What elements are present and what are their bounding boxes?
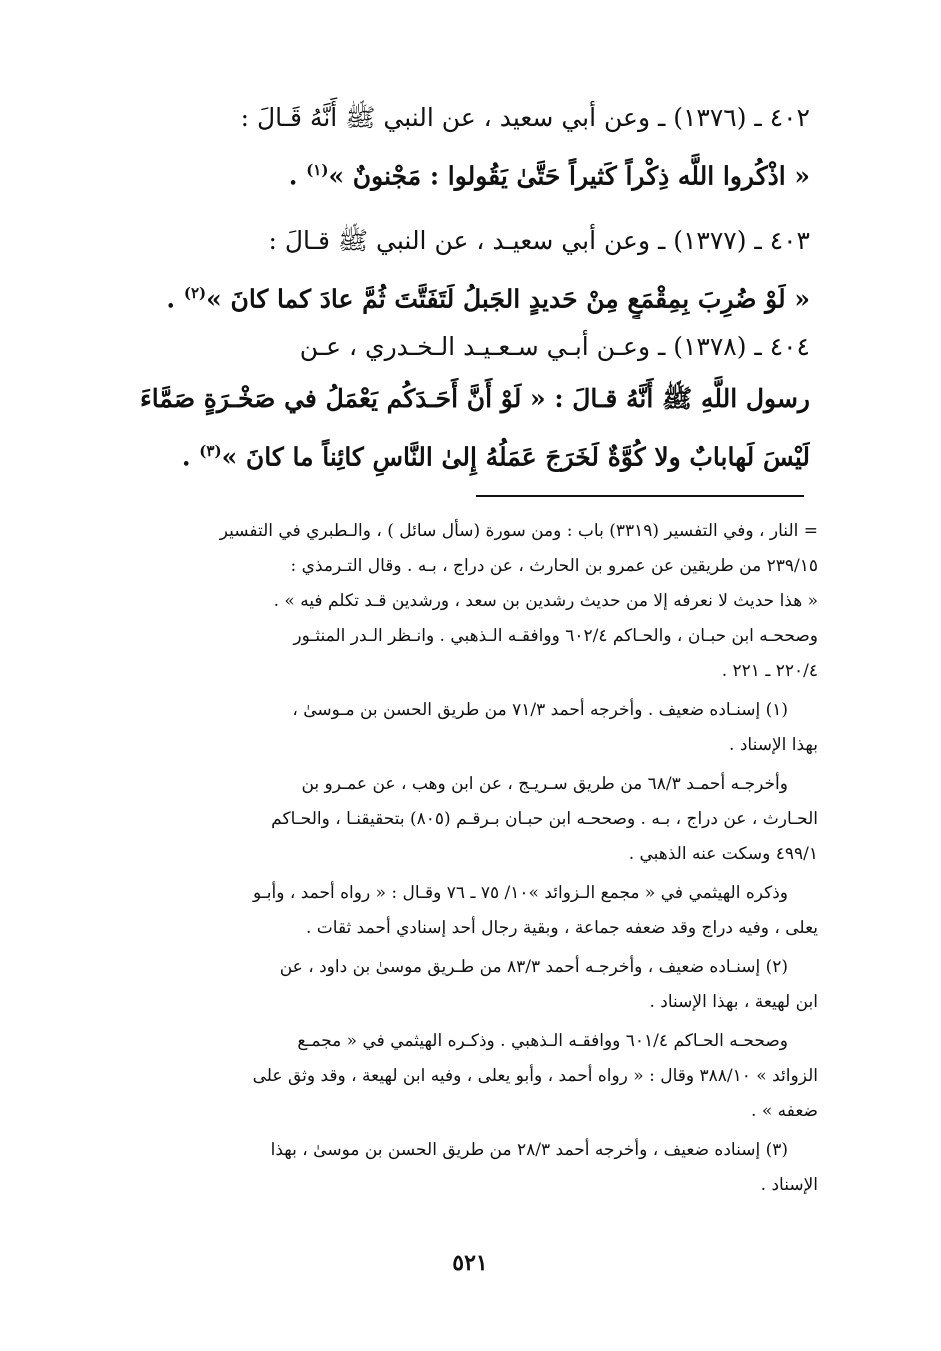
footnote-line: الزوائد » ٣٨٨/١٠ وقال : « رواه أحمد ، وأبو يعلى ، وفيه ابن لهيعة ، وقد وثق على xyxy=(252,1066,818,1086)
footnote-paragraph xyxy=(118,693,818,763)
footnote-line: ضعفه » . xyxy=(751,1101,818,1121)
hadith-text: « لَوْ ضُرِبَ بِمِقْمَعٍ مِنْ حَديدٍ الجَبلُ لَتَفَتَّتَ ثُمَّ عادَ كما كانَ » xyxy=(206,284,810,314)
footnote-line: = النار ، وفي التفسير (٣٣١٩) باب : ومن سورة (سأل سائل ) ، والـطبري في التفسير xyxy=(219,521,818,541)
footnote-line: وأخرجـه أحمـد ٦٨/٣ من طريق سـريـج ، عن ابن وهب ، عن عمـرو بن xyxy=(301,774,788,794)
footnote-paragraph xyxy=(118,1133,818,1203)
page-number: ٥٢١ xyxy=(452,1250,488,1276)
hadith-line: ٤٠٣ ـ (١٣٧٧) ـ وعن أبي سعيـد ، عن النبي ﷺ قـالَ : xyxy=(268,226,810,255)
hadith-text: لَيْسَ لَهابابٌ ولا كُوَّةٌ لَخَرَجَ عَمَلُهُ إِلىٰ النَّاسِ كائِناً ما كانَ » xyxy=(221,442,810,472)
hadith-text: « اذْكُروا اللَّه ذِكْراً كَثيراً حَتَّىٰ يَقُولوا : مَجْنونٌ » xyxy=(328,161,810,191)
footnote-line: بهذا الإسناد . xyxy=(729,735,818,755)
footnote-line: (١) إسنـاده ضعيف . وأخرجه أحمد ٧١/٣ من طريق الحسن بن مـوسىٰ ، xyxy=(292,700,788,720)
hadith-line xyxy=(120,425,810,477)
footnote-line: وصححـه الحـاكم ٦٠١/٤ ووافقـه الـذهبي . وذكـره الهيثمي في « مجمـع xyxy=(297,1031,788,1051)
footnote-paragraph xyxy=(118,1024,818,1129)
footnote-marker: (١) xyxy=(306,161,329,179)
hadith-402 xyxy=(120,92,810,196)
footnote-line: ٢٣٩/١٥ من طريقين عن عمرو بن الحارث ، عن دراج ، بـه . وقال التـرمذي : xyxy=(290,556,818,576)
footnote-line: يعلى ، وفيه دراج وقد ضعفه جماعة ، وبقية رجال أحد إسنادي أحمد ثقات . xyxy=(305,918,818,938)
footnote-line: ٢٢٠/٤ ـ ٢٢١ . xyxy=(721,661,818,681)
hadith-404 xyxy=(120,321,810,477)
footnote-paragraph xyxy=(118,514,818,689)
hadith-line: ٤٠٢ ـ (١٣٧٦) ـ وعن أبي سعيد ، عن النبي ﷺ أَنَّهُ قَـالَ : xyxy=(240,103,810,132)
footnote-line: وذكره الهيثمي في « مجمع الـزوائد »١٠/ ٧٥ ـ ٧٦ وقـال : « رواه أحمد ، وأبـو xyxy=(253,883,788,903)
footnote-line: الإسناد . xyxy=(760,1175,818,1195)
footnote-line: (٣) إسناده ضعيف ، وأخرجه أحمد ٢٨/٣ من طريق الحسن بن موسىٰ ، بهذا xyxy=(270,1140,788,1160)
hadith-403 xyxy=(120,215,810,319)
hadith-end: . xyxy=(181,442,200,472)
footnote-line: ابن لهيعة ، بهذا الإسناد . xyxy=(649,992,818,1012)
footnote-line: « هذا حديث لا نعرفه إلا من حديث رشدين بن سعد ، ورشدين قـد تكلم فيه » . xyxy=(273,591,818,611)
footnote-paragraph xyxy=(118,767,818,872)
hadith-end: . xyxy=(288,161,307,191)
hadith-line xyxy=(120,267,810,319)
footnote-line: الحـارث ، عن دراج ، بـه . وصححـه ابن حبـان بـرقـم (٨٠٥) بتحقيقنـا ، والحـاكم xyxy=(271,809,818,829)
hadith-line: رسول اللَّهِ ﷺ أَنَّهُ قـالَ : « لَوْ أَنَّ أَحَـدَكُم يَعْمَلُ في صَخْـرَةٍ صَمَّاءَ xyxy=(140,384,810,413)
footnote-marker: (٢) xyxy=(183,284,207,302)
footnote-paragraph xyxy=(118,876,818,946)
footnote-paragraph xyxy=(118,950,818,1020)
hadith-line xyxy=(120,144,810,196)
footnote-line: ٤٩٩/١ وسكت عنه الذهبي . xyxy=(628,844,818,864)
hadith-end: . xyxy=(166,284,184,314)
footnote-line: (٢) إسنـاده ضعيف ، وأخرجـه أحمد ٨٣/٣ من طـريق موسىٰ بن داود ، عن xyxy=(279,957,788,977)
hadith-line: ٤٠٤ ـ (١٣٧٨) ـ وعـن أبـي سـعـيـد الـخـدري ، عـن xyxy=(299,332,810,361)
footnote-marker: (٣) xyxy=(199,442,222,460)
footnote-divider xyxy=(476,495,804,497)
footnote-line: وصححـه ابن حبـان ، والحـاكم ٦٠٢/٤ ووافقـه الـذهبي . وانـظر الـدر المنثـور xyxy=(293,626,818,646)
footnotes xyxy=(118,514,818,1207)
